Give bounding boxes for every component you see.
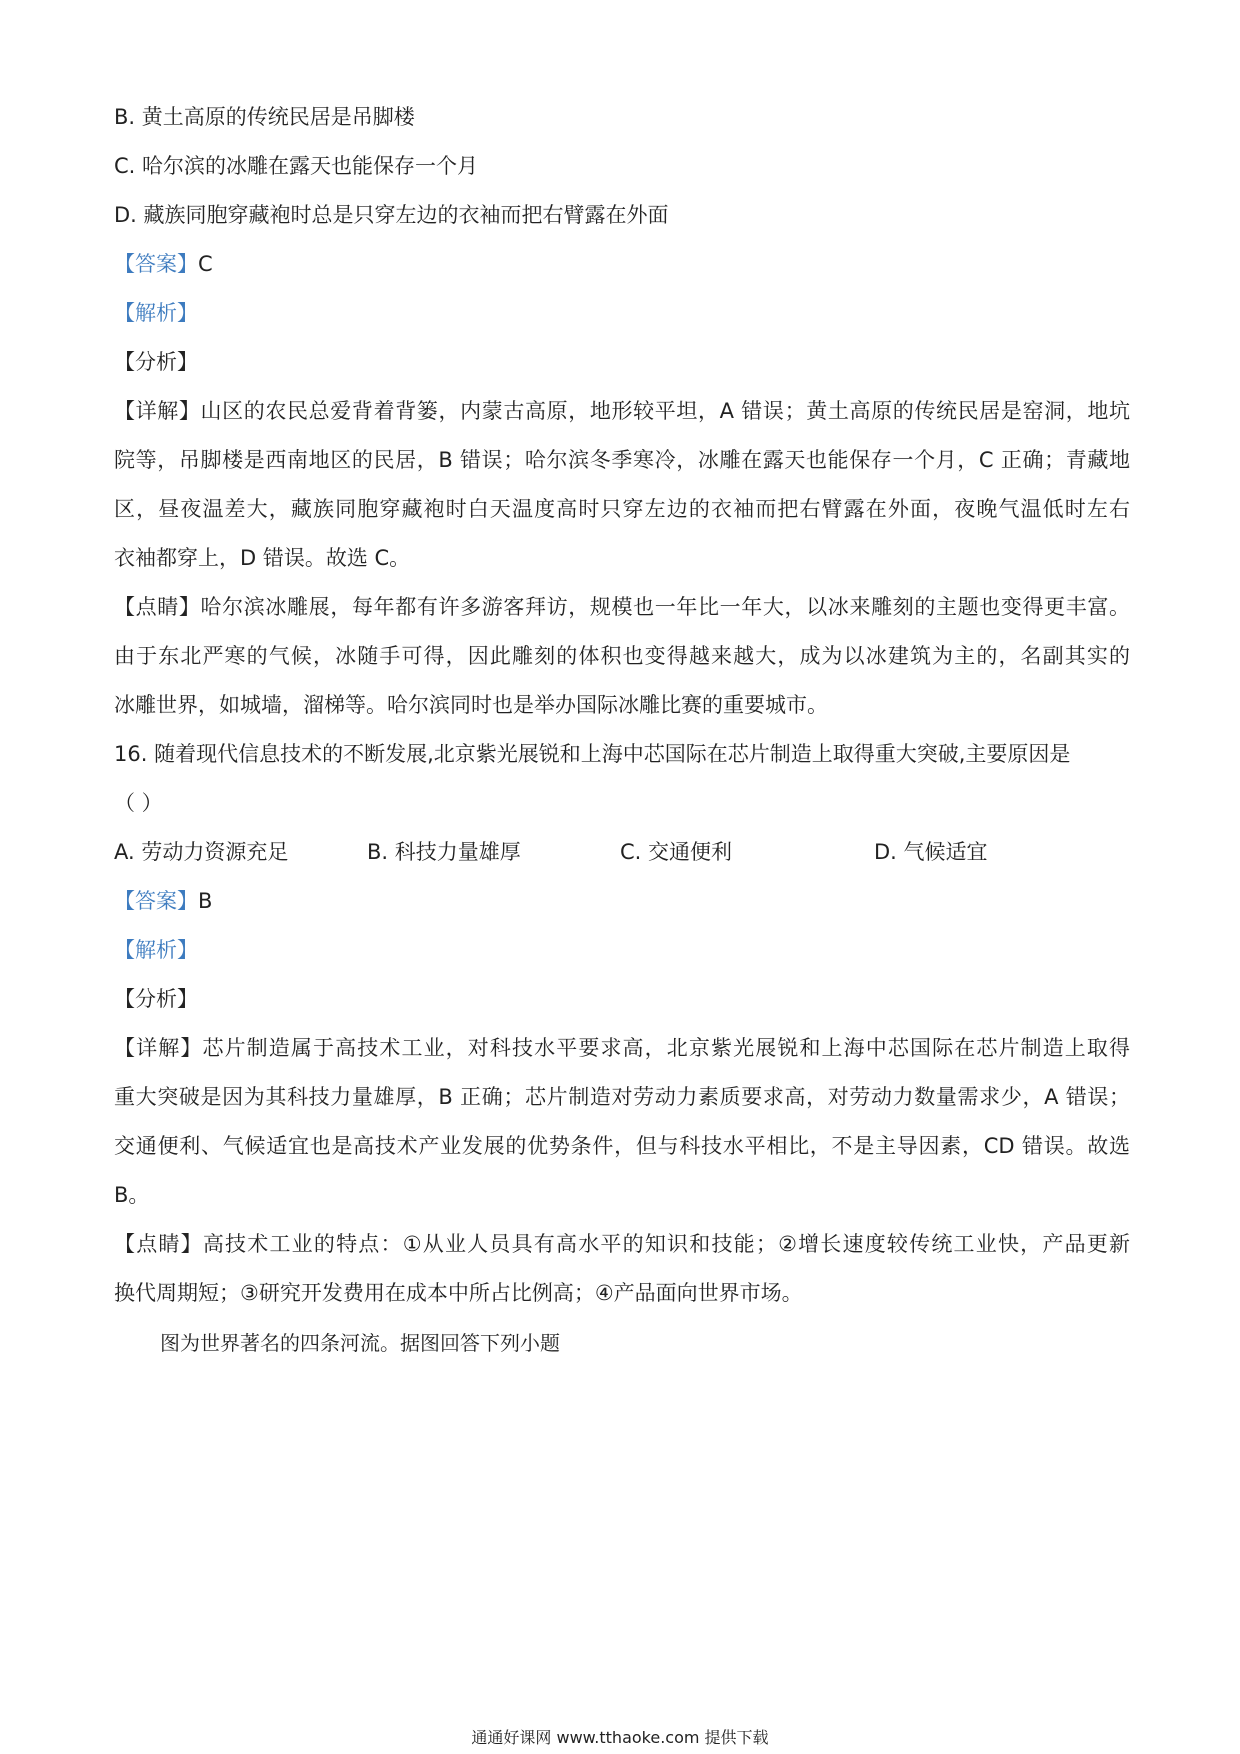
q16-detail-line-3: 交通便利、气候适宜也是高技术产业发展的优势条件，但与科技水平相比，不是主导因素，CD 错误。故选 <box>114 1134 1130 1158</box>
answer-value: B <box>198 889 213 913</box>
q15-option-b: B. 黄土高原的传统民居是吊脚楼 <box>114 105 415 129</box>
q16-detail-line-1: 【详解】芯片制造属于高技术工业，对科技水平要求高，北京紫光展锐和上海中芯国际在芯片制造上取得 <box>114 1036 1131 1060</box>
answer-tag: 【答案】 <box>114 252 198 276</box>
q15-detail-line-3: 区，昼夜温差大，藏族同胞穿藏袍时白天温度高时只穿左边的衣袖而把右臂露在外面，夜晚气温低时左右 <box>114 497 1130 521</box>
q15-point-line-1: 【点睛】哈尔滨冰雕展，每年都有许多游客拜访，规模也一年比一年大，以冰来雕刻的主题也变得更丰富。 <box>114 595 1131 619</box>
q16-point-line-2: 换代周期短；③研究开发费用在成本中所占比例高；④产品面向世界市场。 <box>114 1281 803 1305</box>
q16-answer <box>114 886 212 916</box>
q15-point-line-2: 由于东北严寒的气候，冰随手可得，因此雕刻的体积也变得越来越大，成为以冰建筑为主的，名副其实的 <box>114 644 1130 668</box>
q16-fenxi-tag: 【分析】 <box>114 987 198 1011</box>
q16-option-c: C. 交通便利 <box>620 840 733 864</box>
q15-analysis-tag: 【解析】 <box>114 301 198 325</box>
q15-option-d: D. 藏族同胞穿藏袍时总是只穿左边的衣袖而把右臂露在外面 <box>114 203 669 227</box>
q16-detail-line-2: 重大突破是因为其科技力量雄厚，B 正确；芯片制造对劳动力素质要求高，对劳动力数量需求少，A 错误； <box>114 1085 1130 1109</box>
q15-fenxi-tag: 【分析】 <box>114 350 198 374</box>
point-tag: 【点睛】 <box>114 1232 203 1256</box>
detail-tag: 【详解】 <box>114 399 201 423</box>
q16-option-d: D. 气候适宜 <box>874 840 988 864</box>
q15-detail-line-4: 衣袖都穿上，D 错误。故选 C。 <box>114 546 411 570</box>
q15-detail-line-2: 院等，吊脚楼是西南地区的民居，B 错误；哈尔滨冬季寒冷，冰雕在露天也能保存一个月，C 正确；青藏地 <box>114 448 1130 472</box>
q15-point-line-3: 冰雕世界，如城墙，溜梯等。哈尔滨同时也是举办国际冰雕比赛的重要城市。 <box>114 693 828 717</box>
next-question-intro: 图为世界著名的四条河流。据图回答下列小题 <box>160 1331 560 1355</box>
q16-stem-line-1: 16. 随着现代信息技术的不断发展,北京紫光展锐和上海中芯国际在芯片制造上取得重大突破,主要原因是 <box>114 742 1071 766</box>
q16-analysis-tag: 【解析】 <box>114 938 198 962</box>
q16-detail-line-4: B。 <box>114 1183 150 1207</box>
answer-value: C <box>198 252 213 276</box>
point-tag: 【点睛】 <box>114 595 201 619</box>
q16-option-b: B. 科技力量雄厚 <box>367 840 521 864</box>
q15-option-c: C. 哈尔滨的冰雕在露天也能保存一个月 <box>114 154 479 178</box>
detail-tag: 【详解】 <box>114 1036 203 1060</box>
q15-answer <box>114 249 213 279</box>
page-footer: 通通好课网 www.tthaoke.com 提供下载 <box>471 1728 769 1747</box>
q16-point-line-1: 【点睛】高技术工业的特点：①从业人员具有高水平的知识和技能；②增长速度较传统工业快，产品更新 <box>114 1232 1131 1256</box>
q15-detail-line-1: 【详解】山区的农民总爱背着背篓，内蒙古高原，地形较平坦，A 错误；黄土高原的传统民居是窑洞，地坑 <box>114 399 1131 423</box>
q16-stem-line-2: （ ） <box>114 791 163 815</box>
q16-option-a: A. 劳动力资源充足 <box>114 840 289 864</box>
answer-tag: 【答案】 <box>114 889 198 913</box>
